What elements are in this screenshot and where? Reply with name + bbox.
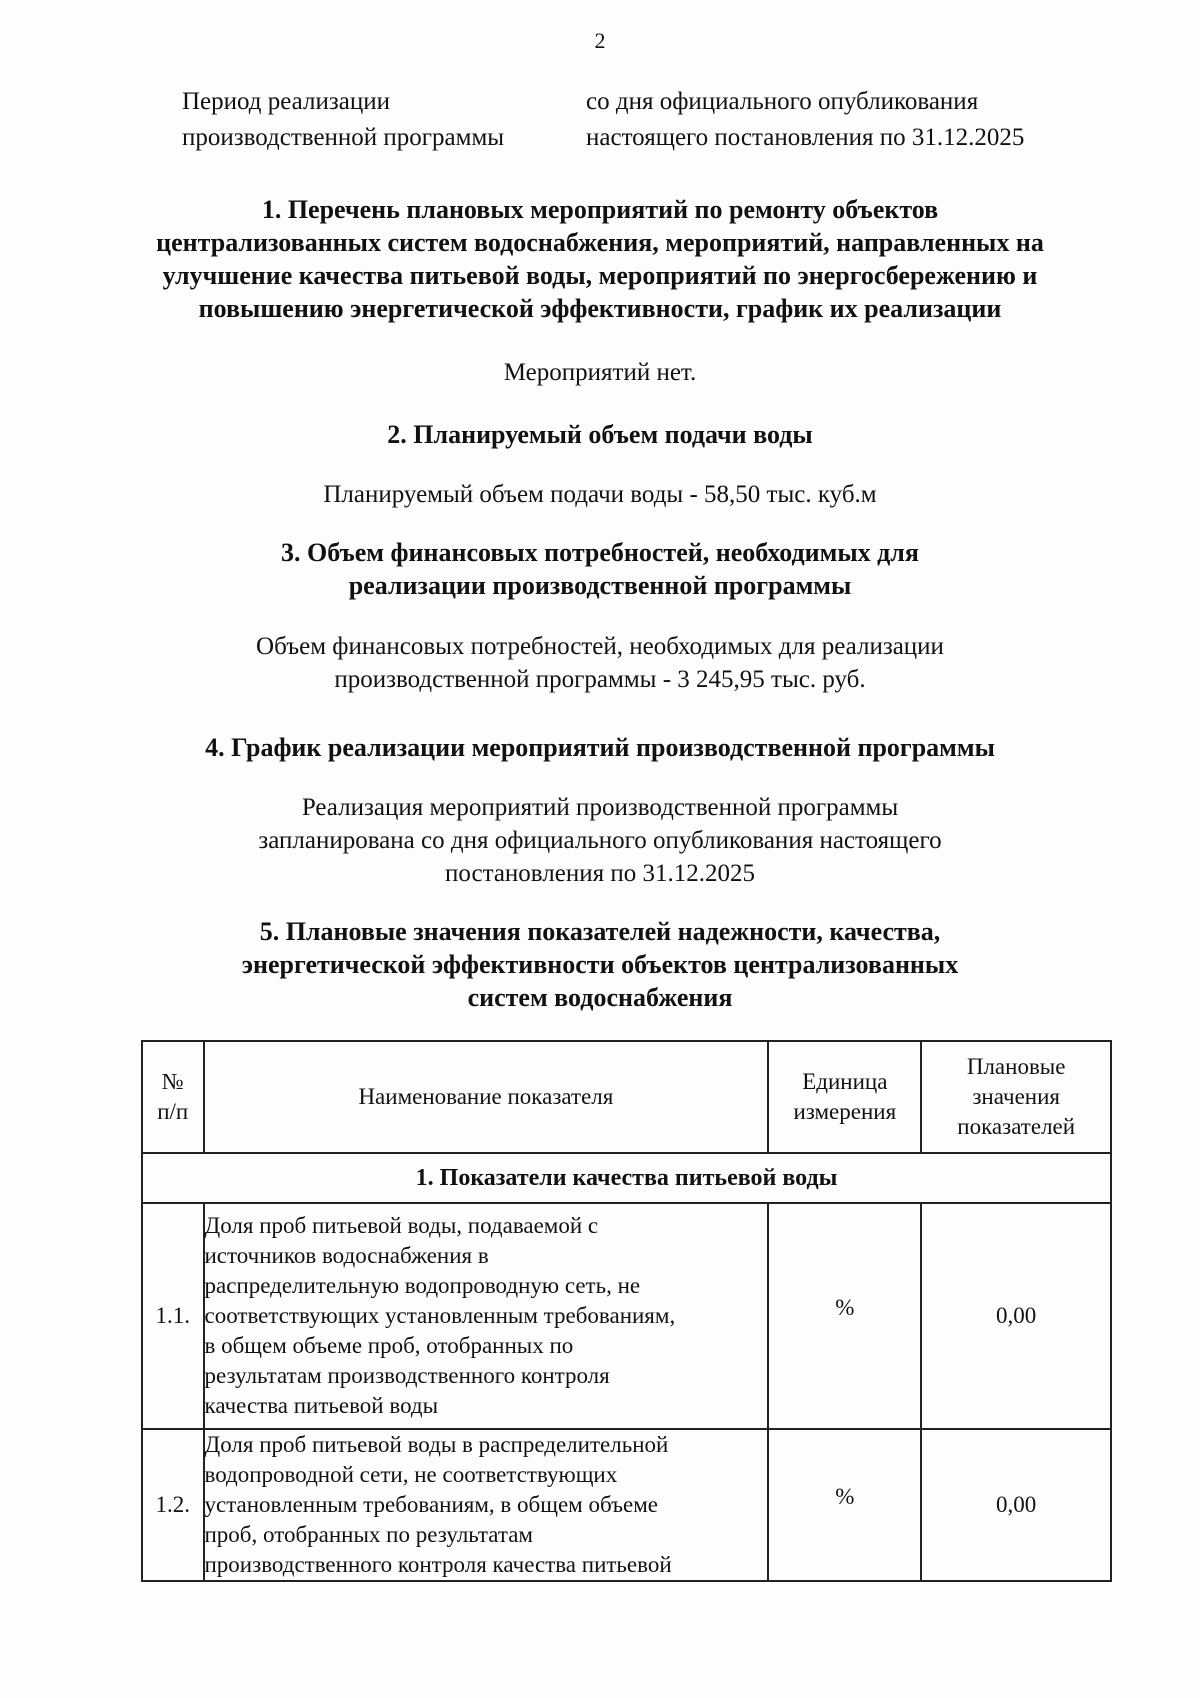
header-value-line: показателей <box>957 1114 1076 1139</box>
table-row <box>142 1203 1111 1429</box>
section-4-text <box>150 791 1050 890</box>
header-num <box>142 1041 204 1153</box>
section-4-heading: 4. График реализации мероприятий производственной программы <box>205 733 995 762</box>
row-unit <box>768 1203 921 1429</box>
section-4-text-line: запланирована со дня официального опубликования настоящего <box>258 827 942 854</box>
section-5-heading <box>100 915 1100 1014</box>
row-name <box>204 1203 769 1429</box>
section-1-heading-line: улучшение качества питьевой воды, мероприятий по энергосбережению и <box>162 261 1038 290</box>
section-3-text <box>150 630 1050 696</box>
section-4-text-line: постановления по 31.12.2025 <box>445 860 755 887</box>
section-1-heading-line: повышению энергетической эффективности, график их реализации <box>198 294 1002 323</box>
section-1-heading-line: централизованных систем водоснабжения, мероприятий, направленных на <box>156 228 1044 257</box>
row-name-line: водопроводной сети, не соответствующих <box>204 1462 618 1487</box>
row-name-line: распределительную водопроводную сеть, не <box>204 1273 641 1298</box>
row-unit-text: % <box>835 1295 855 1320</box>
header-unit <box>768 1041 921 1153</box>
header-unit-line: измерения <box>793 1099 897 1124</box>
section-3-heading-line: 3. Объем финансовых потребностей, необходимых для <box>281 538 919 567</box>
indicators-table <box>141 1040 1112 1582</box>
table-row <box>142 1429 1111 1581</box>
header-num-line: № <box>161 1069 184 1094</box>
row-name-line: источников водоснабжения в <box>204 1243 489 1268</box>
row-name-line: проб, отобранных по результатам <box>204 1522 533 1547</box>
period-label-line: Период реализации <box>182 88 390 115</box>
row-name-line: Доля проб питьевой воды, подаваемой с <box>204 1213 599 1238</box>
row-name <box>204 1429 769 1581</box>
row-name-line: Доля проб питьевой воды в распределительной <box>204 1432 669 1457</box>
section-4-text-line: Реализация мероприятий производственной программы <box>301 794 899 821</box>
period-label-line: производственной программы <box>182 124 505 151</box>
period-value-line: со дня официального опубликования <box>586 88 979 115</box>
section-1-heading <box>100 193 1100 325</box>
section-5-heading-line: систем водоснабжения <box>467 983 733 1012</box>
row-name-line: качества питьевой воды <box>204 1393 439 1418</box>
page-number: 2 <box>594 28 606 53</box>
section-5-heading-line: энергетической эффективности объектов централизованных <box>241 950 959 979</box>
header-value-line: Плановые <box>966 1054 1066 1079</box>
table-section-row <box>142 1153 1111 1203</box>
row-num: 1.1. <box>142 1203 204 1429</box>
header-value <box>921 1041 1111 1153</box>
header-value-line: значения <box>972 1084 1060 1109</box>
row-value: 0,00 <box>921 1203 1111 1429</box>
header-num-line: п/п <box>157 1099 189 1124</box>
row-value: 0,00 <box>921 1429 1111 1581</box>
row-name-line: результатам производственного контроля <box>204 1363 610 1388</box>
section-3-heading-line: реализации производственной программы <box>348 571 852 600</box>
period-value-line: настоящего постановления по 31.12.2025 <box>586 124 1025 151</box>
row-name-line: производственного контроля качества питьевой <box>204 1552 672 1577</box>
section-1-text: Мероприятий нет. <box>503 359 697 386</box>
section-2-text: Планируемый объем подачи воды - 58,50 тыс. куб.м <box>323 481 877 508</box>
row-name-line: в общем объеме проб, отобранных по <box>204 1333 574 1358</box>
section-1-heading-line: 1. Перечень плановых мероприятий по ремонту объектов <box>261 195 939 224</box>
table-header-row <box>142 1041 1111 1153</box>
table-section-title: 1. Показатели качества питьевой воды <box>142 1153 1111 1203</box>
row-name-line: соответствующих установленным требованиям, <box>204 1303 676 1328</box>
section-3-heading <box>100 536 1100 602</box>
section-5-heading-line: 5. Плановые значения показателей надежности, качества, <box>259 917 941 946</box>
row-num: 1.2. <box>142 1429 204 1581</box>
header-unit-line: Единица <box>802 1069 888 1094</box>
period-value <box>586 84 1086 156</box>
row-name-line: установленным требованиям, в общем объеме <box>204 1492 658 1517</box>
period-label <box>182 84 562 156</box>
header-name: Наименование показателя <box>204 1041 769 1153</box>
section-3-text-line: производственной программы - 3 245,95 тыс. руб. <box>334 666 866 693</box>
row-unit <box>768 1429 921 1581</box>
section-2-heading: 2. Планируемый объем подачи воды <box>387 420 813 449</box>
row-unit-text: % <box>835 1484 855 1509</box>
section-3-text-line: Объем финансовых потребностей, необходимых для реализации <box>256 633 944 660</box>
